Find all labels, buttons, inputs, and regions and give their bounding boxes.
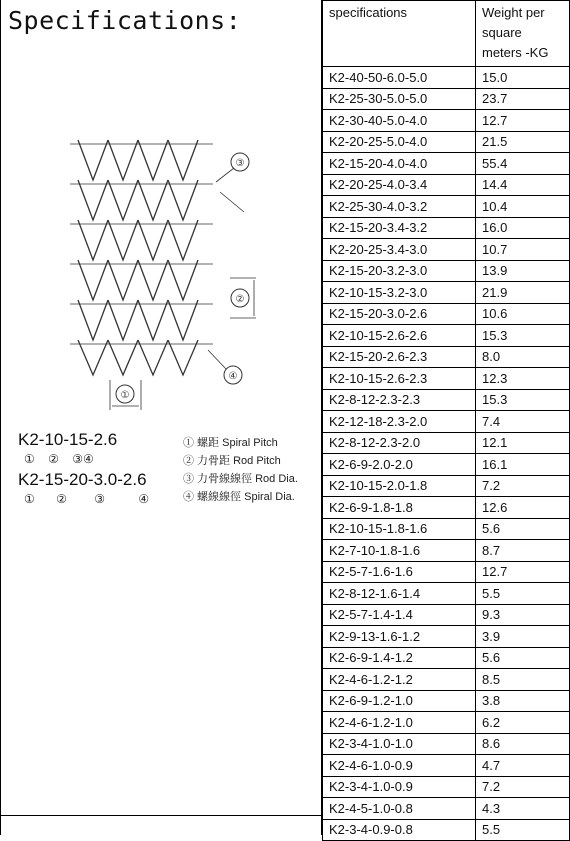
spec-code-cell: K2-20-25-3.4-3.0 xyxy=(323,239,476,261)
mesh-diagram xyxy=(8,120,320,520)
weight-cell: 16.0 xyxy=(476,217,570,239)
weight-cell: 8.7 xyxy=(476,540,570,562)
table-row xyxy=(323,776,570,798)
weight-cell: 10.6 xyxy=(476,303,570,325)
legend-rod-pitch: ② 力骨距 Rod Pitch xyxy=(183,455,281,467)
spec-code-cell: K2-15-20-3.2-3.0 xyxy=(323,260,476,282)
weight-cell: 5.5 xyxy=(476,819,570,841)
spiral-segment xyxy=(108,180,138,220)
spec-code-cell: K2-4-6-1.2-1.2 xyxy=(323,669,476,691)
page-title: Specifications: xyxy=(8,6,242,35)
code-example-1: K2-10-15-2.6 xyxy=(18,430,118,449)
weight-cell: 3.8 xyxy=(476,690,570,712)
legend-rod-dia: ③ 力骨線線徑 Rod Dia. xyxy=(183,473,298,485)
spiral-segment xyxy=(138,260,168,300)
spec-code-cell: K2-10-15-1.8-1.6 xyxy=(323,518,476,540)
table-row xyxy=(323,819,570,841)
spiral-segment xyxy=(138,140,168,180)
table-row xyxy=(323,239,570,261)
weight-cell: 8.0 xyxy=(476,346,570,368)
weight-cell: 4.7 xyxy=(476,755,570,777)
weight-cell: 9.3 xyxy=(476,604,570,626)
weight-cell: 55.4 xyxy=(476,153,570,175)
table-row xyxy=(323,303,570,325)
spec-code-cell: K2-12-18-2.3-2.0 xyxy=(323,411,476,433)
weight-cell: 15.0 xyxy=(476,67,570,89)
spiral-segment xyxy=(138,220,168,260)
weight-cell: 13.9 xyxy=(476,260,570,282)
spiral-segment xyxy=(108,260,138,300)
table-row xyxy=(323,217,570,239)
spec-code-cell: K2-25-30-5.0-5.0 xyxy=(323,88,476,110)
weight-cell: 3.9 xyxy=(476,626,570,648)
marker-1-label: ① xyxy=(120,390,130,401)
spiral-mesh-drawing xyxy=(8,120,320,420)
spec-code-cell: K2-5-7-1.4-1.4 xyxy=(323,604,476,626)
table-body xyxy=(323,67,570,841)
table-header-row xyxy=(323,1,570,67)
legend-spiral-dia: ④ 螺線線徑 Spiral Dia. xyxy=(183,491,295,503)
weight-cell: 5.5 xyxy=(476,583,570,605)
spiral-segment xyxy=(168,260,198,300)
spec-code-cell: K2-8-12-2.3-2.0 xyxy=(323,432,476,454)
divider xyxy=(0,815,322,816)
table-row xyxy=(323,454,570,476)
table-row xyxy=(323,561,570,583)
header-weight: Weight per square meters -KG xyxy=(476,1,570,67)
weight-cell: 23.7 xyxy=(476,88,570,110)
marker-2-label: ② xyxy=(235,294,245,305)
table-row xyxy=(323,346,570,368)
spec-code-cell: K2-20-25-5.0-4.0 xyxy=(323,131,476,153)
spiral-segment xyxy=(78,340,108,375)
spiral-segment xyxy=(108,220,138,260)
weight-cell: 15.3 xyxy=(476,325,570,347)
weight-cell: 5.6 xyxy=(476,518,570,540)
spiral-segment xyxy=(168,220,198,260)
table-row xyxy=(323,626,570,648)
spec-code-cell: K2-10-15-3.2-3.0 xyxy=(323,282,476,304)
weight-cell: 10.7 xyxy=(476,239,570,261)
table-row xyxy=(323,518,570,540)
spec-code-cell: K2-6-9-1.2-1.0 xyxy=(323,690,476,712)
weight-cell: 8.5 xyxy=(476,669,570,691)
table-row xyxy=(323,88,570,110)
table-row xyxy=(323,153,570,175)
spiral-segment xyxy=(168,340,198,375)
spiral-segment xyxy=(78,300,108,340)
table-row xyxy=(323,540,570,562)
spec-code-cell: K2-9-13-1.6-1.2 xyxy=(323,626,476,648)
weight-cell: 12.7 xyxy=(476,110,570,132)
table-row xyxy=(323,196,570,218)
spec-code-cell: K2-10-15-2.6-2.3 xyxy=(323,368,476,390)
table-row xyxy=(323,497,570,519)
weight-cell: 8.6 xyxy=(476,733,570,755)
spec-code-cell: K2-15-20-3.0-2.6 xyxy=(323,303,476,325)
table-row xyxy=(323,282,570,304)
table-row xyxy=(323,798,570,820)
spec-code-cell: K2-4-6-1.2-1.0 xyxy=(323,712,476,734)
spiral-segment xyxy=(138,340,168,375)
weight-cell: 14.4 xyxy=(476,174,570,196)
table-row xyxy=(323,755,570,777)
weight-cell: 12.7 xyxy=(476,561,570,583)
spec-code-cell: K2-3-4-0.9-0.8 xyxy=(323,819,476,841)
spec-code-cell: K2-6-9-2.0-2.0 xyxy=(323,454,476,476)
legend-spiral-pitch: ① 螺距 Spiral Pitch xyxy=(183,437,278,449)
code-example-2-markers: ① ② ③ ④ xyxy=(24,492,150,506)
spec-code-cell: K2-6-9-1.8-1.8 xyxy=(323,497,476,519)
marker-4-label: ④ xyxy=(228,371,238,382)
spiral-segment xyxy=(108,300,138,340)
spec-code-cell: K2-15-20-4.0-4.0 xyxy=(323,153,476,175)
spec-code-cell: K2-3-4-1.0-1.0 xyxy=(323,733,476,755)
spec-code-cell: K2-40-50-6.0-5.0 xyxy=(323,67,476,89)
table-row xyxy=(323,411,570,433)
spec-code-cell: K2-7-10-1.8-1.6 xyxy=(323,540,476,562)
weight-cell: 7.2 xyxy=(476,475,570,497)
table-row xyxy=(323,583,570,605)
spec-code-cell: K2-15-20-3.4-3.2 xyxy=(323,217,476,239)
spec-code-cell: K2-4-6-1.0-0.9 xyxy=(323,755,476,777)
table-row xyxy=(323,110,570,132)
spiral-segment xyxy=(138,180,168,220)
weight-cell: 21.9 xyxy=(476,282,570,304)
weight-cell: 5.6 xyxy=(476,647,570,669)
header-specifications: specifications xyxy=(323,1,476,67)
code-example-2: K2-15-20-3.0-2.6 xyxy=(18,470,147,489)
spiral-segment xyxy=(138,300,168,340)
spiral-segment xyxy=(168,140,198,180)
table-row xyxy=(323,389,570,411)
table-row xyxy=(323,712,570,734)
spec-code-cell: K2-25-30-4.0-3.2 xyxy=(323,196,476,218)
weight-cell: 7.4 xyxy=(476,411,570,433)
table-row xyxy=(323,368,570,390)
spiral-segment xyxy=(168,300,198,340)
spiral-segment xyxy=(78,180,108,220)
spiral-segment xyxy=(78,220,108,260)
spec-code-cell: K2-10-15-2.6-2.6 xyxy=(323,325,476,347)
weight-cell: 10.4 xyxy=(476,196,570,218)
weight-cell: 21.5 xyxy=(476,131,570,153)
spec-code-cell: K2-5-7-1.6-1.6 xyxy=(323,561,476,583)
spiral-segment xyxy=(168,180,198,220)
weight-cell: 4.3 xyxy=(476,798,570,820)
spiral-segment xyxy=(108,340,138,375)
weight-cell: 12.3 xyxy=(476,368,570,390)
spec-code-cell: K2-8-12-2.3-2.3 xyxy=(323,389,476,411)
table-row xyxy=(323,67,570,89)
table-row xyxy=(323,174,570,196)
weight-cell: 15.3 xyxy=(476,389,570,411)
weight-cell: 6.2 xyxy=(476,712,570,734)
specifications-table xyxy=(322,0,570,841)
table-row xyxy=(323,669,570,691)
table-row xyxy=(323,325,570,347)
table-row xyxy=(323,260,570,282)
spec-code-cell: K2-8-12-1.6-1.4 xyxy=(323,583,476,605)
spiral-segment xyxy=(78,260,108,300)
spec-code-cell: K2-4-5-1.0-0.8 xyxy=(323,798,476,820)
spec-code-cell: K2-10-15-2.0-1.8 xyxy=(323,475,476,497)
spec-code-cell: K2-20-25-4.0-3.4 xyxy=(323,174,476,196)
code-example-1-markers: ① ② ③④ xyxy=(24,452,94,466)
weight-cell: 12.6 xyxy=(476,497,570,519)
spec-code-cell: K2-3-4-1.0-0.9 xyxy=(323,776,476,798)
spiral-segment xyxy=(78,140,108,180)
table-row xyxy=(323,432,570,454)
table-row xyxy=(323,733,570,755)
weight-cell: 12.1 xyxy=(476,432,570,454)
weight-cell: 7.2 xyxy=(476,776,570,798)
spiral-segment xyxy=(108,140,138,180)
spec-code-cell: K2-30-40-5.0-4.0 xyxy=(323,110,476,132)
weight-cell: 16.1 xyxy=(476,454,570,476)
table-row xyxy=(323,647,570,669)
marker-3-label: ③ xyxy=(235,158,245,169)
table-row xyxy=(323,690,570,712)
table-row xyxy=(323,131,570,153)
spec-code-cell: K2-15-20-2.6-2.3 xyxy=(323,346,476,368)
spec-code-cell: K2-6-9-1.4-1.2 xyxy=(323,647,476,669)
table-row xyxy=(323,475,570,497)
table-row xyxy=(323,604,570,626)
